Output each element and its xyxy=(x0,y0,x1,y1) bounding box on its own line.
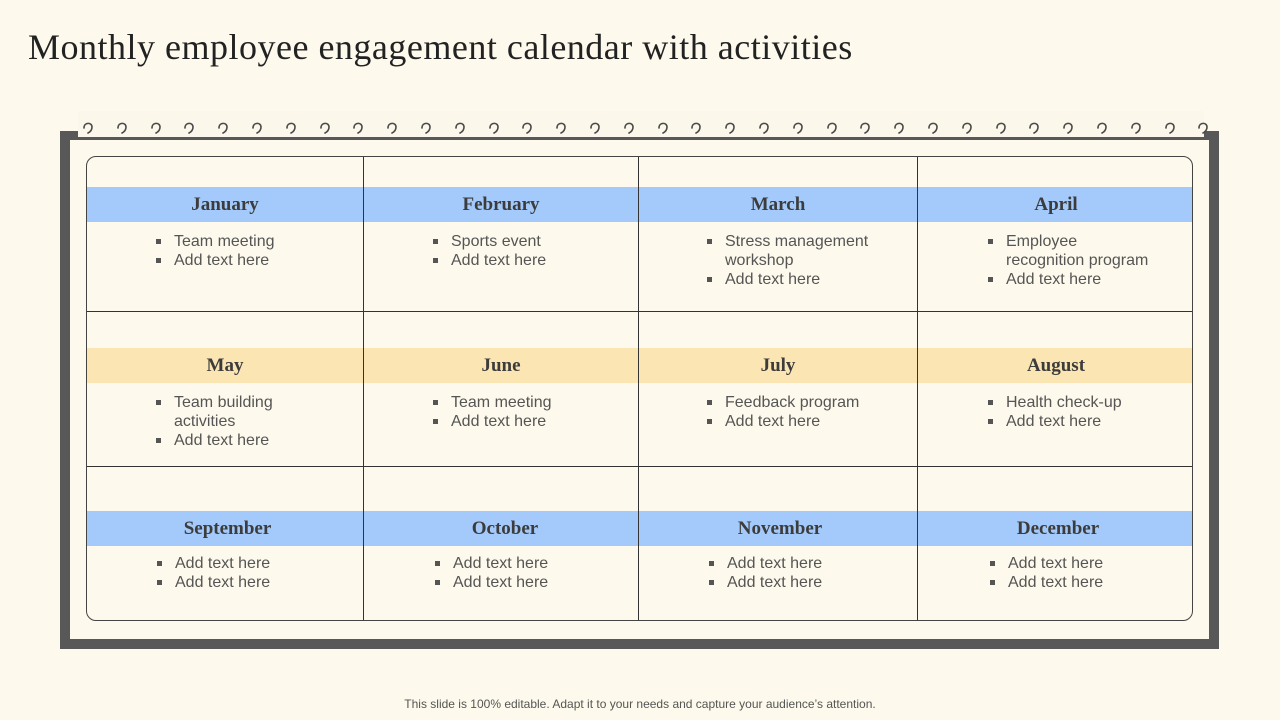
spiral-ring-icon xyxy=(589,119,601,135)
activity-list-november xyxy=(709,554,909,592)
list-item: Team meeting xyxy=(156,232,356,251)
list-item: Add text here xyxy=(709,573,909,592)
spiral-ring-icon xyxy=(217,119,229,135)
list-item: Health check-up xyxy=(988,393,1188,412)
list-item: Feedback program xyxy=(707,393,907,412)
spiral-ring-icon xyxy=(285,119,297,135)
list-item: Add text here xyxy=(988,270,1158,289)
activity-list-march xyxy=(707,232,892,289)
calendar-grid xyxy=(86,156,1193,621)
footer-note: This slide is 100% editable. Adapt it to your needs and capture your audience’s attention. xyxy=(404,697,876,711)
list-item: Add text here xyxy=(156,431,301,450)
activity-list-may xyxy=(156,393,301,450)
list-item: Employee recognition program xyxy=(988,232,1158,270)
month-july: July xyxy=(760,355,796,376)
activity-list-february xyxy=(433,232,633,270)
spiral-ring-icon xyxy=(1028,119,1040,135)
spiral-ring-icon xyxy=(859,119,871,135)
spiral-ring-icon xyxy=(454,119,466,135)
list-item: Stress management workshop xyxy=(707,232,892,270)
month-december: December xyxy=(1016,518,1100,539)
spiral-ring-icon xyxy=(724,119,736,135)
month-may: May xyxy=(206,355,244,376)
spiral-ring-icon xyxy=(758,119,770,135)
list-item: Add text here xyxy=(435,573,635,592)
list-item: Add text here xyxy=(707,270,892,289)
list-item: Team meeting xyxy=(433,393,633,412)
spiral-ring-icon xyxy=(116,119,128,135)
list-item: Add text here xyxy=(709,554,909,573)
list-item: Add text here xyxy=(435,554,635,573)
month-february: February xyxy=(462,194,540,215)
grid-divider xyxy=(87,466,1193,467)
list-item: Add text here xyxy=(990,554,1190,573)
spiral-ring-icon xyxy=(623,119,635,135)
spiral-ring-icon xyxy=(488,119,500,135)
spiral-ring-icon xyxy=(521,119,533,135)
list-item: Sports event xyxy=(433,232,633,251)
month-august: August xyxy=(1026,355,1086,376)
spiral-ring-icon xyxy=(352,119,364,135)
spiral-ring-icon xyxy=(995,119,1007,135)
list-item: Add text here xyxy=(156,251,356,270)
grid-divider xyxy=(917,157,918,621)
spiral-ring-icon xyxy=(555,119,567,135)
spiral-ring-icon xyxy=(386,119,398,135)
month-june: June xyxy=(481,355,521,376)
grid-divider xyxy=(363,157,364,621)
activity-list-august xyxy=(988,393,1188,431)
list-item: Add text here xyxy=(157,554,357,573)
spiral-ring-icon xyxy=(319,119,331,135)
list-item: Add text here xyxy=(707,412,907,431)
spiral-ring-icon xyxy=(251,119,263,135)
spiral-ring-icon xyxy=(183,119,195,135)
spiral-ring-icon xyxy=(1062,119,1074,135)
page-title: Monthly employee engagement calendar with activities xyxy=(28,27,853,67)
month-april: April xyxy=(1034,194,1078,215)
month-september: September xyxy=(183,518,272,539)
spiral-ring-icon xyxy=(927,119,939,135)
grid-divider xyxy=(638,157,639,621)
list-item: Add text here xyxy=(433,412,633,431)
month-march: March xyxy=(750,194,806,215)
activity-list-october xyxy=(435,554,635,592)
activity-list-december xyxy=(990,554,1190,592)
spiral-ring-icon xyxy=(150,119,162,135)
activity-list-september xyxy=(157,554,357,592)
spiral-ring-icon xyxy=(826,119,838,135)
grid-divider xyxy=(87,311,1193,312)
month-november: November xyxy=(737,518,823,539)
list-item: Add text here xyxy=(157,573,357,592)
month-october: October xyxy=(471,518,539,539)
activity-list-july xyxy=(707,393,907,431)
spiral-ring-icon xyxy=(690,119,702,135)
spiral-ring-icon xyxy=(1130,119,1142,135)
spiral-ring-icon xyxy=(1164,119,1176,135)
spiral-ring-icon xyxy=(82,119,94,135)
activity-list-january xyxy=(156,232,356,270)
spiral-ring-icon xyxy=(657,119,669,135)
spiral-ring-icon xyxy=(961,119,973,135)
list-item: Add text here xyxy=(990,573,1190,592)
list-item: Add text here xyxy=(433,251,633,270)
list-item: Add text here xyxy=(988,412,1188,431)
activity-list-june xyxy=(433,393,633,431)
list-item: Team building activities xyxy=(156,393,301,431)
spiral-ring-icon xyxy=(792,119,804,135)
activity-list-april xyxy=(988,232,1158,289)
month-january: January xyxy=(191,194,259,215)
spiral-ring-icon xyxy=(1096,119,1108,135)
spiral-ring-icon xyxy=(893,119,905,135)
spiral-ring-icon xyxy=(1197,119,1209,135)
spiral-ring-icon xyxy=(420,119,432,135)
